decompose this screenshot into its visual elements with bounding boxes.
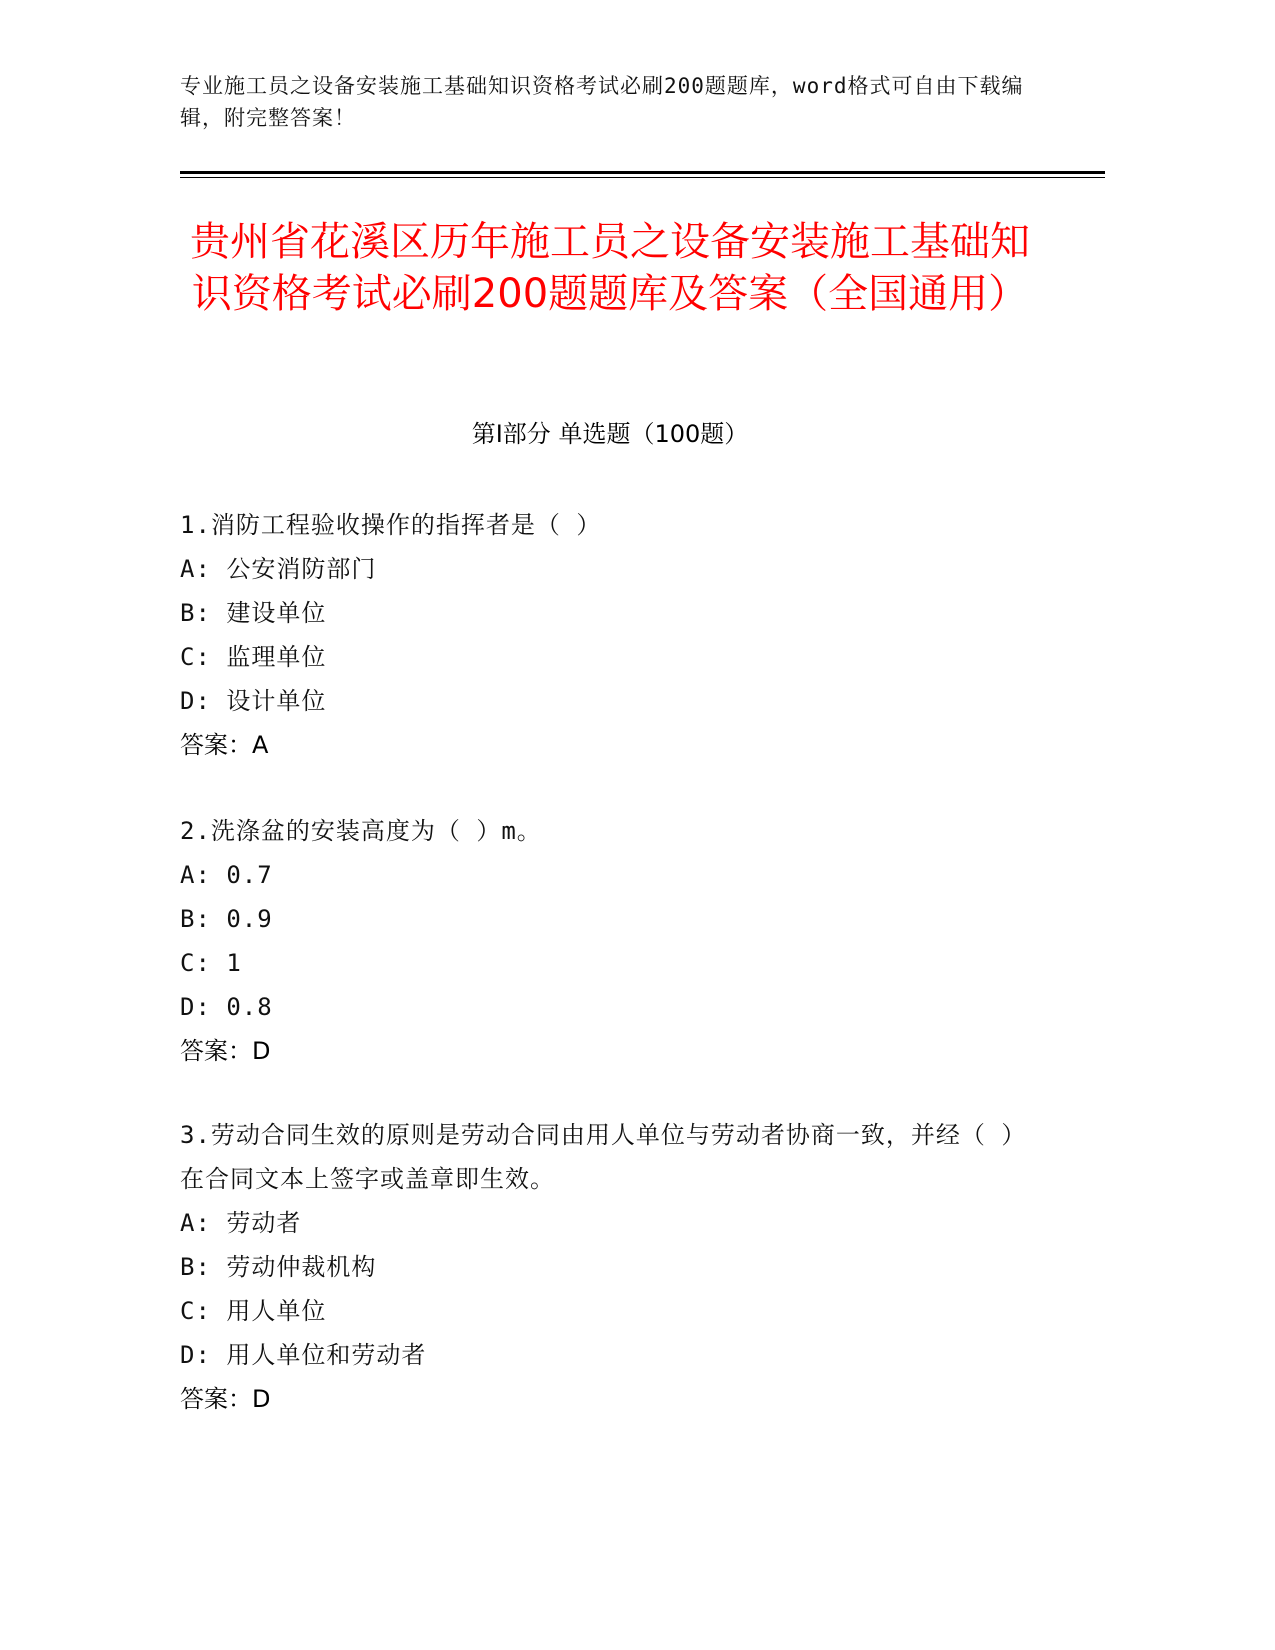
option-d: D: 0.8 [180,993,273,1021]
answer-line: 答案：D [180,1037,271,1065]
option-d: D: 设计单位 [180,687,327,715]
option-c: C: 监理单位 [180,643,327,671]
question-stem: 3.劳动合同生效的原则是劳动合同由用人单位与劳动者协商一致，并经（ ）在合同文本上签字或盖章即生效。 [180,1121,1027,1193]
header-divider-thin [180,177,1105,178]
document-title: 贵州省花溪区历年施工员之设备安装施工基础知识资格考试必刷200题题库及答案（全国通用） [190,219,1030,317]
option-c: C: 用人单位 [180,1297,327,1325]
question-stem: 2.洗涤盆的安装高度为（ ）m。 [180,817,542,845]
header-note: 专业施工员之设备安装施工基础知识资格考试必刷200题题库，word格式可自由下载编辑，附完整答案！ [180,74,1024,130]
option-c: C: 1 [180,949,242,977]
section-title: 第Ⅰ部分 单选题（100题） [471,420,749,448]
question-2 [180,809,1040,1073]
question-3 [180,1113,1040,1421]
option-a: A: 公安消防部门 [180,555,377,583]
option-b: B: 建设单位 [180,599,327,627]
answer-line: 答案：D [180,1385,271,1413]
question-1 [180,503,1040,767]
option-a: A: 劳动者 [180,1209,302,1237]
header-divider-thick [180,171,1105,174]
option-b: B: 0.9 [180,905,273,933]
question-stem: 1.消防工程验收操作的指挥者是（ ） [180,511,602,539]
option-d: D: 用人单位和劳动者 [180,1341,427,1369]
option-a: A: 0.7 [180,861,273,889]
answer-line: 答案：A [180,731,269,759]
option-b: B: 劳动仲裁机构 [180,1253,377,1281]
